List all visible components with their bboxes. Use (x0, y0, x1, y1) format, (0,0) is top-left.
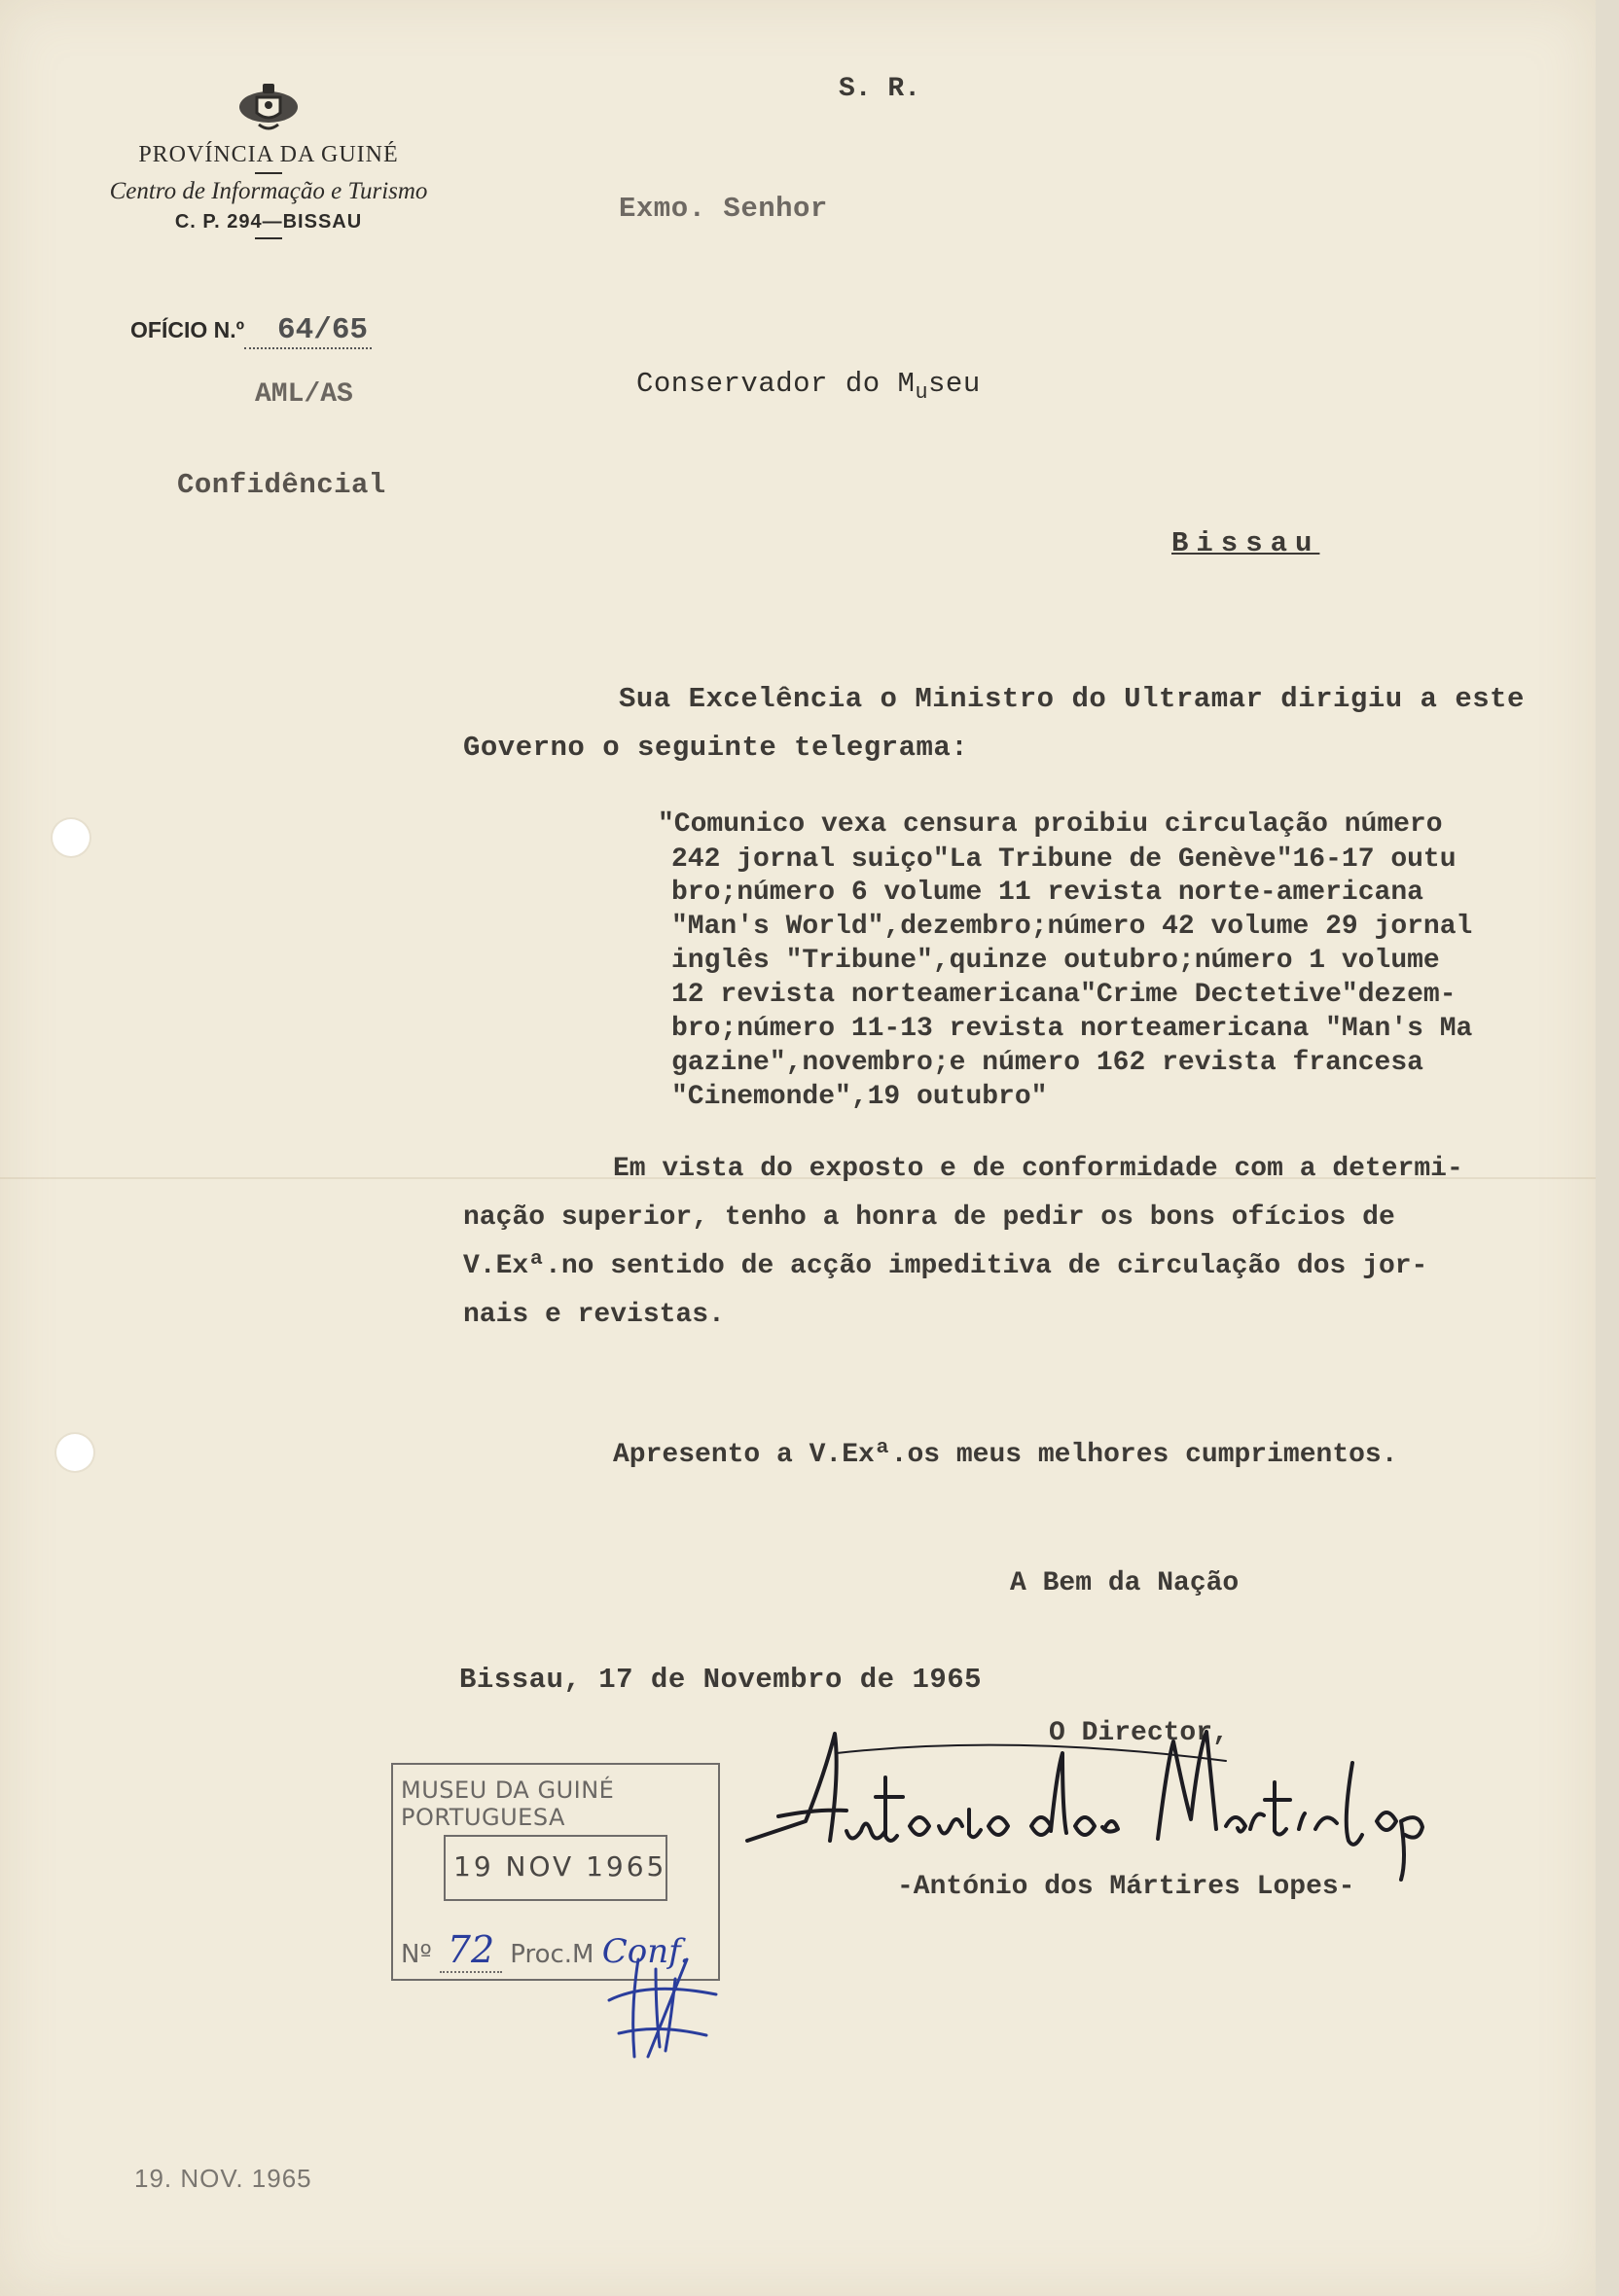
postal-address: C. P. 294—BISSAU (174, 211, 363, 233)
divider (255, 237, 282, 239)
signer-title: O Director, (1049, 1718, 1229, 1748)
stamp-number: 72 (440, 1928, 502, 1973)
salutation: Exmo. Senhor (619, 193, 828, 225)
stamp-institution: MUSEU DA GUINÉ PORTUGUESA (401, 1776, 615, 1831)
oficio-label: OFÍCIO N.º (130, 317, 245, 342)
motto: A Bem da Nação (1010, 1568, 1240, 1598)
intro-line: Governo o seguinte telegrama: (463, 732, 969, 764)
handwritten-initials (599, 1940, 726, 2066)
footer-date-stamp: 19. NOV. 1965 (134, 2164, 312, 2193)
letterhead (68, 142, 469, 243)
addressee-place: Bissau (1171, 527, 1320, 559)
telegram-line: gazine",novembro;e número 162 revista francesa (671, 1048, 1423, 1078)
stamp-proc-label: Proc.M (510, 1940, 594, 1969)
telegram-line: "Comunico vexa censura proibiu circulação número (658, 809, 1443, 840)
stamp-proc-value: Conf. (601, 1932, 691, 1971)
telegram-line: bro;número 6 volume 11 revista norte-americana (671, 878, 1423, 908)
oficio-line (130, 313, 372, 349)
coat-of-arms-icon (230, 76, 307, 134)
punch-hole (53, 819, 90, 856)
addressee-title: Conservador do $M_useu$ (636, 368, 981, 405)
province-name: PROVÍNCIA DA GUINÉ (138, 142, 399, 167)
telegram-line: bro;número 11-13 revista norteamericana "Man's Ma (671, 1014, 1473, 1044)
request-line: nação superior, tenho a honra de pedir os bons ofícios de (463, 1202, 1395, 1233)
request-line: Em vista do exposto e de conformidade com a determi- (613, 1154, 1463, 1184)
oficio-number: 64/65 (244, 313, 372, 349)
reference-code: AML/AS (255, 379, 353, 410)
punch-hole (56, 1434, 93, 1471)
closing-line: Apresento a V.Exª.os meus melhores cumprimentos. (613, 1440, 1398, 1470)
telegram-line: 12 revista norteamericana"Crime Dectetive"dezem- (671, 980, 1457, 1010)
classification: Confidêncial (177, 469, 386, 501)
stamp-date: 19 NOV 1965 (453, 1850, 667, 1883)
centre-name: Centro de Informação e Turismo (109, 178, 428, 204)
request-line: V.Exª.no sentido de acção impeditiva de circulação dos jor- (463, 1251, 1428, 1281)
intro-line: Sua Excelência o Ministro do Ultramar dirigiu a este (619, 683, 1525, 715)
divider (255, 172, 282, 174)
stamp-number-label: Nº (401, 1940, 432, 1969)
telegram-line: "Cinemonde",19 outubro" (671, 1082, 1048, 1112)
signer-name: -António dos Mártires Lopes- (897, 1872, 1355, 1902)
service-mark: S. R. (839, 74, 921, 104)
date-line: Bissau, 17 de Novembro de 1965 (459, 1664, 983, 1696)
request-line: nais e revistas. (463, 1300, 725, 1330)
page-edge (1596, 0, 1619, 2296)
telegram-line: inglês "Tribune",quinze outubro;número 1 volume (671, 946, 1440, 976)
telegram-line: 242 jornal suiço"La Tribune de Genève"16-17 outu (671, 844, 1457, 875)
telegram-line: "Man's World",dezembro;número 42 volume 29 jornal (671, 912, 1473, 942)
